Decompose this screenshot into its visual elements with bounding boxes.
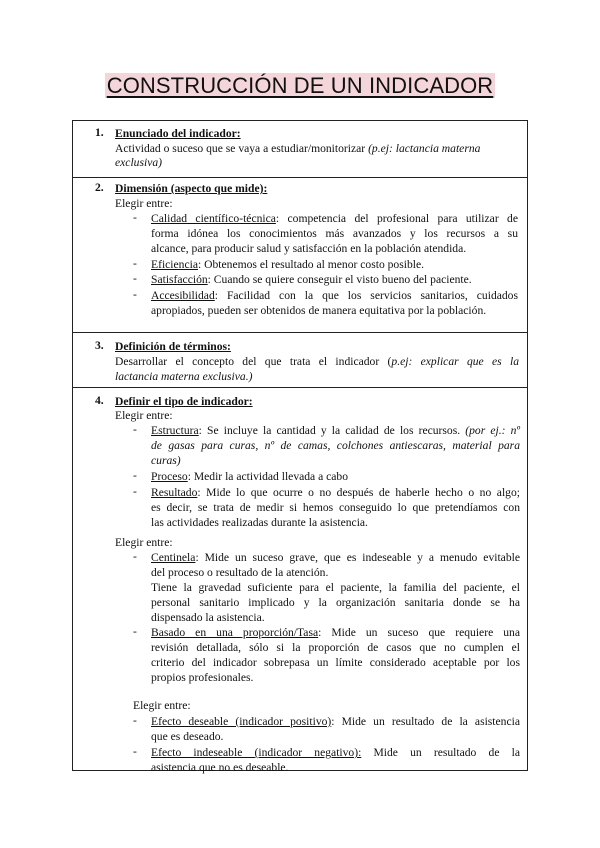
section-dimension [73,177,527,332]
bullet-line: que es deseado. [151,730,224,743]
section-heading: Dimensión (aspecto que mide): [115,182,268,195]
section-number: 3. [95,339,104,352]
bullet-line: Estructura: Se incluye la cantidad y la calidad de los recursos. (por ej.: nº [151,424,521,437]
choose-label: Elegir entre: [115,409,173,422]
bullet-line: personal sanitario implicado y la organización sanitaria donde se ha [151,596,520,609]
page-title: CONSTRUCCIÓN DE UN INDICADOR [106,73,494,98]
bullet-line: Accesibilidad: Facilidad con la que los servicios sanitarios, cuidados [151,289,518,302]
section-heading: Definición de términos: [115,340,231,353]
choose-label: Elegir entre: [115,197,173,210]
bullet-line: es decir, se trata de medir si hemos conseguido lo que pretendíamos con [151,501,520,514]
choose-label: Elegir entre: [133,699,191,712]
bullet-line: Basado en una proporción/Tasa: Mide un suceso que requiere una [151,626,520,639]
section-number: 1. [95,126,104,139]
bullet-dash: - [133,423,137,436]
bullet-line: revisión detallada, sólo si la proporción de casos que no cumplen el [151,641,520,654]
bullet-line: apropiados, pueden ser obtenidos de manera equitativa por la población. [151,304,487,317]
section-heading: Enunciado del indicador: [115,127,241,140]
section-definicion [73,332,527,387]
section-number: 4. [95,394,104,407]
bullet-dash: - [133,211,137,224]
bullet-line: Eficiencia: Obtenemos el resultado al menor costo posible. [151,258,425,271]
bullet-line: asistencia que no es deseable. [151,761,289,774]
bullet-dash: - [133,469,137,482]
section-enunciado [73,121,527,177]
bullet-line: Tiene la gravedad suficiente para el paciente, la familia del paciente, el [151,581,520,594]
bullet-dash: - [133,288,137,301]
bullet-line: forma idónea los conocimientos más avanzados y los recursos a su [151,227,518,240]
text-line: Actividad o suceso que se vaya a estudiar/monitorizar (p.ej: lactancia materna [115,142,481,155]
section-number: 2. [95,181,104,194]
section-tipo [73,387,527,774]
bullet-dash: - [133,550,137,563]
bullet-line: criterio del indicador sobrepasa un límite considerado aceptable por los [151,656,520,669]
bullet-line: Satisfacción: Cuando se quiere conseguir el visto bueno del paciente. [151,273,472,286]
bullet-line: curas) [151,454,181,467]
text-line: exclusiva) [115,156,162,169]
bullet-dash: - [133,714,137,727]
bullet-dash: - [133,257,137,270]
bullet-line: Efecto indeseable (indicador negativo): Mide un resultado de la [151,746,520,759]
bullet-dash: - [133,272,137,285]
bullet-line: Calidad científico-técnica: competencia del profesional para utilizar de [151,212,518,225]
indicator-table [72,120,528,774]
bullet-dash: - [133,485,137,498]
bullet-line: propios profesionales. [151,671,254,684]
bullet-line: de gasas para curas, nº de camas, colchones antiescaras, material para [151,439,520,452]
bullet-line: Efecto deseable (indicador positivo): Mide un resultado de la asistencia [151,715,520,728]
text-line: Desarrollar el concepto del que trata el indicador (p.ej: explicar que es la [115,355,519,368]
bullet-line: Centinela: Mide un suceso grave, que es indeseable y a menudo evitable [151,551,520,564]
bullet-line: alcance, para producir salud y satisfacción en la población atendida. [151,242,467,255]
choose-label: Elegir entre: [115,536,173,549]
bullet-line: del proceso o resultado de la atención. [151,566,329,579]
bullet-dash: - [133,745,137,758]
text-line: lactancia materna exclusiva.) [115,370,253,383]
bullet-dash: - [133,625,137,638]
section-heading: Definir el tipo de indicador: [115,395,253,408]
bullet-line: dispensado la asistencia. [151,611,265,624]
bullet-line: Resultado: Mide lo que ocurre o no después de haberle hecho o no algo; [151,486,520,499]
bullet-line: Proceso: Medir la actividad llevada a cabo [151,470,349,483]
bullet-line: las actividades realizadas durante la asistencia. [151,516,368,529]
